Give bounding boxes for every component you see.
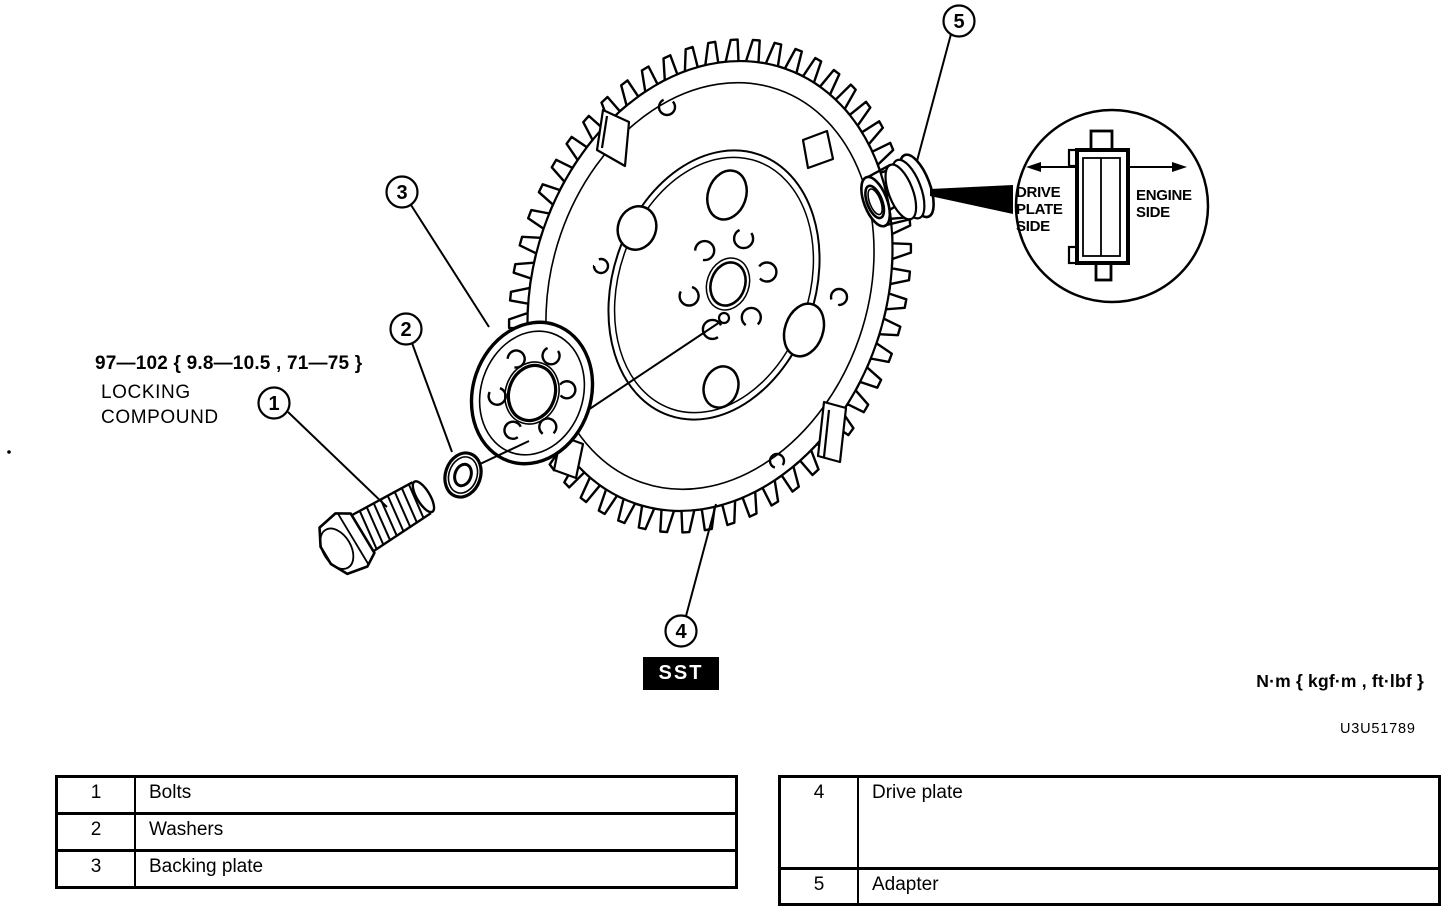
parts-table-right xyxy=(778,775,1441,906)
svg-text:SIDE: SIDE xyxy=(1136,204,1170,221)
callout-3 xyxy=(387,177,490,328)
svg-text:SIDE: SIDE xyxy=(1016,218,1050,235)
part-number-cell: 1 xyxy=(58,778,136,812)
table-row xyxy=(58,778,735,812)
figure-code: U3U51789 xyxy=(1340,721,1416,737)
part-number-cell: 4 xyxy=(781,778,859,867)
speck xyxy=(7,450,11,454)
svg-text:3: 3 xyxy=(396,182,408,204)
part-name-cell: Washers xyxy=(149,819,224,840)
table-row xyxy=(781,867,1438,903)
svg-text:5: 5 xyxy=(953,11,965,33)
svg-text:PLATE: PLATE xyxy=(1016,201,1063,218)
svg-text:1: 1 xyxy=(268,393,280,415)
part-name-cell: Backing plate xyxy=(149,856,264,877)
sst-badge: SST xyxy=(643,657,719,690)
engine-side-label: ENGINE xyxy=(1136,187,1192,204)
locking-compound-note-line1: LOCKING xyxy=(101,382,191,403)
adapter-cross-section xyxy=(1069,131,1128,280)
part-number-cell: 3 xyxy=(58,852,136,886)
part-number-cell: 5 xyxy=(781,870,859,903)
detail-circle-view xyxy=(1016,110,1208,302)
torque-spec: 97—102 { 9.8—10.5 , 71—75 } xyxy=(95,353,363,374)
parts-table-left xyxy=(55,775,738,889)
detail-pointer-wedge xyxy=(930,185,1013,214)
part-name-cell: Adapter xyxy=(872,874,939,895)
drive-plate-side-label: DRIVE xyxy=(1016,184,1061,201)
callout-1 xyxy=(259,388,388,508)
svg-text:2: 2 xyxy=(400,319,412,341)
hub-target-hole xyxy=(719,313,729,323)
drive-plate-gear xyxy=(469,11,952,561)
locking-compound-note-line2: COMPOUND xyxy=(101,407,219,428)
table-row xyxy=(58,849,735,886)
part-name-cell: Drive plate xyxy=(872,782,963,803)
svg-text:4: 4 xyxy=(675,621,687,643)
table-row xyxy=(58,812,735,849)
bolt-drawing xyxy=(309,467,445,583)
washer-drawing xyxy=(439,448,487,502)
callout-5 xyxy=(917,6,975,162)
callout-2 xyxy=(391,314,453,453)
units-note: N·m { kgf·m , ft·lbf } xyxy=(1256,671,1424,691)
table-row xyxy=(781,778,1438,867)
part-number-cell: 2 xyxy=(58,815,136,849)
part-name-cell: Bolts xyxy=(149,782,192,803)
